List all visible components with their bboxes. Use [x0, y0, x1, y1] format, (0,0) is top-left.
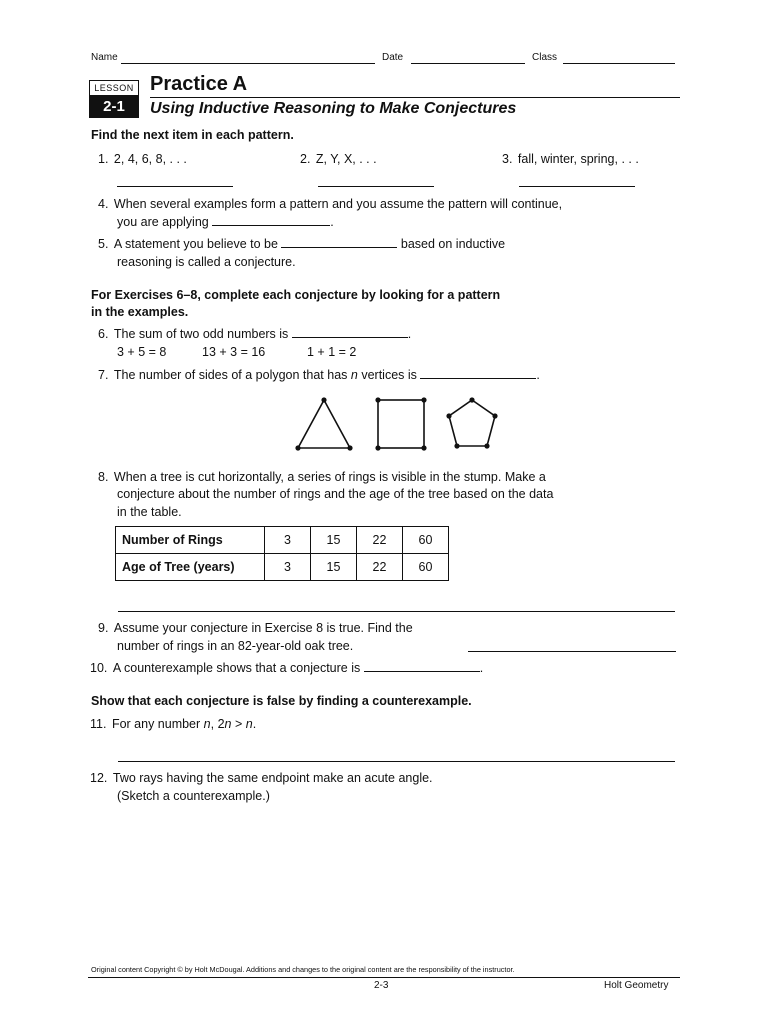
- question-text: based on inductive: [400, 237, 506, 251]
- question-9: [98, 619, 413, 637]
- table-cell: 15: [311, 554, 357, 581]
- question-number: 10.: [90, 661, 108, 675]
- example-2: 13 + 3 = 16: [202, 345, 266, 359]
- question-8-line2: conjecture about the number of rings and the age of the tree based on the data: [117, 487, 554, 501]
- answer-blank-4[interactable]: [212, 213, 330, 226]
- date-label: Date: [382, 52, 404, 63]
- question-number: 5.: [98, 237, 109, 251]
- copyright-text: Original content Copyright © by Holt McDougal. Additions and changes to the original content are the responsibility of the instructor.: [91, 965, 515, 974]
- question-4-line2: [117, 213, 334, 231]
- question-5-line2: reasoning is called a conjecture.: [117, 255, 296, 269]
- answer-line-1[interactable]: [117, 186, 233, 187]
- pentagon-shape: [449, 400, 495, 446]
- question-3: [502, 150, 639, 168]
- question-text: .: [536, 368, 540, 382]
- question-8-line3: in the table.: [117, 505, 182, 519]
- answer-blank-10[interactable]: [364, 659, 480, 672]
- table-cell: 15: [311, 527, 357, 554]
- variable-n: n: [224, 717, 232, 731]
- question-11: [90, 715, 256, 733]
- table-cell: 60: [403, 527, 449, 554]
- question-number: 4.: [98, 197, 109, 211]
- question-text: ,: [210, 717, 215, 731]
- question-text: The sum of two odd numbers is: [113, 327, 289, 341]
- row-header-rings: Number of Rings: [116, 527, 265, 554]
- square-vertices: [375, 397, 426, 450]
- question-number: 1.: [98, 152, 109, 166]
- question-6: [98, 325, 411, 343]
- question-number: 3.: [502, 152, 513, 166]
- table-cell: 3: [265, 554, 311, 581]
- expression: 2: [217, 717, 225, 731]
- answer-line-3[interactable]: [519, 186, 635, 187]
- question-12-line2: (Sketch a counterexample.): [117, 789, 270, 803]
- page-number: 2-3: [374, 980, 389, 991]
- page-title: Practice A: [150, 73, 248, 95]
- table-cell: 3: [265, 527, 311, 554]
- question-7: [98, 366, 540, 384]
- triangle-vertices: [295, 397, 352, 450]
- class-label: Class: [532, 52, 558, 63]
- question-9-line2: number of rings in an 82-year-old oak tree.: [117, 639, 354, 653]
- question-text: fall, winter, spring, . . .: [517, 152, 639, 166]
- name-label: Name: [91, 52, 118, 63]
- question-number: 2.: [300, 152, 311, 166]
- question-number: 7.: [98, 368, 109, 382]
- section2-instruction-line2: in the examples.: [91, 305, 189, 319]
- table-row: [116, 527, 449, 554]
- question-number: 12.: [90, 771, 108, 785]
- example-3: 1 + 1 = 2: [307, 345, 357, 359]
- polygons-figure: [290, 392, 510, 454]
- question-number: 11.: [90, 717, 107, 731]
- question-text: vertices is: [361, 368, 417, 382]
- section1-instruction: Find the next item in each pattern.: [91, 128, 294, 142]
- question-text: When a tree is cut horizontally, a series of rings is visible in the stump. Make a: [113, 470, 546, 484]
- question-12: [90, 769, 433, 787]
- question-text: For any number: [111, 717, 201, 731]
- question-text: 2, 4, 6, 8, . . .: [113, 152, 187, 166]
- variable-n: n: [350, 368, 358, 382]
- class-field[interactable]: [563, 63, 675, 64]
- table-cell: 22: [357, 554, 403, 581]
- section3-instruction: Show that each conjecture is false by finding a counterexample.: [91, 694, 472, 708]
- answer-blank-5[interactable]: [281, 235, 397, 248]
- question-number: 8.: [98, 470, 109, 484]
- question-text: .: [479, 661, 484, 675]
- name-field[interactable]: [121, 63, 375, 64]
- answer-blank-6[interactable]: [292, 325, 408, 338]
- question-text: A statement you believe to be: [113, 237, 278, 251]
- page-subtitle: Using Inductive Reasoning to Make Conjectures: [150, 100, 517, 117]
- variable-n: n: [203, 717, 211, 731]
- question-2: [300, 150, 377, 168]
- question-text: you are applying: [117, 215, 209, 229]
- question-text: The number of sides of a polygon that has: [113, 368, 348, 382]
- answer-line-2[interactable]: [318, 186, 434, 187]
- answer-line-9[interactable]: [468, 651, 676, 652]
- lesson-badge: [89, 80, 141, 120]
- lesson-number: 2-1: [89, 96, 139, 118]
- answer-blank-7[interactable]: [420, 366, 536, 379]
- question-text: A counterexample shows that a conjecture is: [112, 661, 361, 675]
- question-text: Two rays having the same endpoint make an acute angle.: [112, 771, 433, 785]
- variable-n: n: [245, 717, 253, 731]
- example-1: 3 + 5 = 8: [117, 345, 167, 359]
- question-4: [98, 195, 562, 213]
- square-shape: [378, 400, 424, 448]
- answer-line-11[interactable]: [118, 761, 675, 762]
- table-cell: 22: [357, 527, 403, 554]
- table-cell: 60: [403, 554, 449, 581]
- lesson-label: LESSON: [89, 80, 139, 96]
- tree-rings-table: [115, 526, 449, 581]
- question-text: .: [330, 215, 334, 229]
- expression: >: [231, 717, 246, 731]
- table-row: [116, 554, 449, 581]
- question-1: [98, 150, 187, 168]
- section2-instruction: For Exercises 6–8, complete each conjecture by looking for a pattern: [91, 288, 501, 302]
- question-number: 6.: [98, 327, 109, 341]
- question-5: [98, 235, 505, 253]
- answer-line-8[interactable]: [118, 611, 675, 612]
- question-text: When several examples form a pattern and you assume the pattern will continue,: [113, 197, 563, 211]
- footer-rule: [88, 977, 680, 978]
- question-number: 9.: [98, 621, 109, 635]
- question-text: .: [252, 717, 257, 731]
- triangle-shape: [298, 400, 350, 448]
- question-10: [90, 659, 483, 677]
- question-8: [98, 468, 546, 486]
- question-text: .: [407, 327, 412, 341]
- date-field[interactable]: [411, 63, 525, 64]
- question-text: Assume your conjecture in Exercise 8 is true. Find the: [113, 621, 413, 635]
- question-text: Z, Y, X, . . .: [315, 152, 377, 166]
- book-title: Holt Geometry: [604, 980, 669, 991]
- row-header-age: Age of Tree (years): [116, 554, 265, 581]
- pentagon-vertices: [446, 397, 497, 448]
